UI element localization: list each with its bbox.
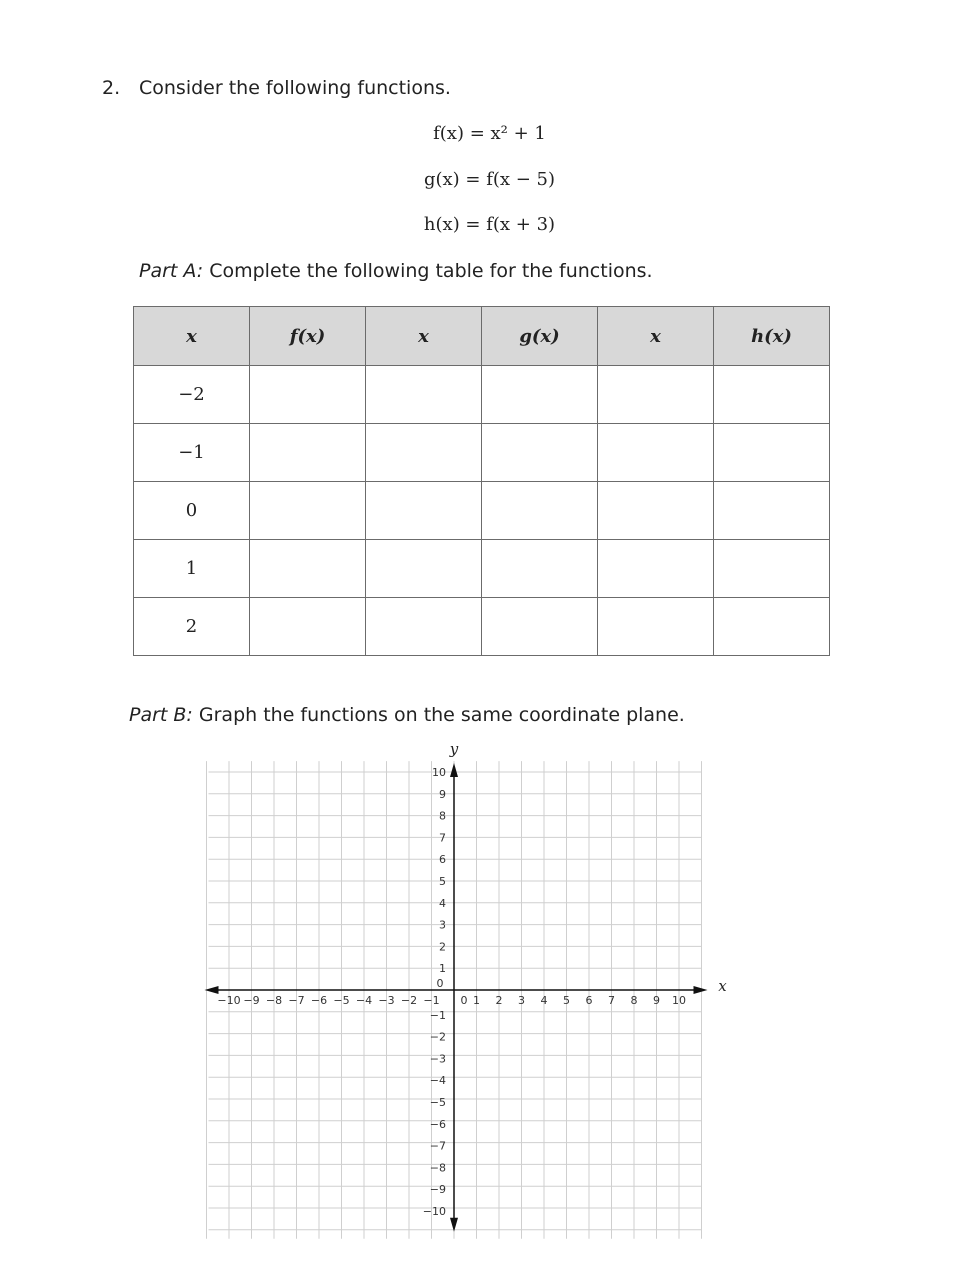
y-tick-label: 8 (439, 809, 446, 823)
header-x-g: x (366, 307, 482, 366)
x-tick-label: −4 (355, 994, 373, 1007)
y-tick-label: 7 (439, 831, 446, 845)
x-tick-label: 4 (540, 994, 548, 1007)
equation-h: h(x) = f(x + 3) (423, 214, 556, 235)
x-tick-label: 3 (518, 994, 525, 1007)
x-tick-label: −8 (265, 994, 283, 1007)
header-gx: g(x) (482, 307, 598, 366)
x-value-cell: 0 (134, 482, 250, 540)
x-tick-label: 7 (608, 994, 615, 1007)
question-prompt: Consider the following functions. (139, 77, 451, 99)
x-tick-label: 6 (585, 994, 593, 1007)
y-tick-label: −6 (429, 1117, 446, 1131)
y-tick-label: 6 (439, 853, 446, 867)
x-value-cell: 1 (134, 540, 250, 598)
x-tick-label: −6 (310, 994, 328, 1007)
y-tick-label: −9 (429, 1183, 446, 1197)
question-number: 2. (102, 77, 121, 99)
x-tick-label: −2 (400, 994, 418, 1007)
x-tick-label: 8 (630, 994, 638, 1007)
y-tick-label: −3 (429, 1052, 446, 1066)
x-value-cell: −1 (134, 424, 250, 482)
x-tick-label: −3 (378, 994, 395, 1007)
x-tick-label: −9 (243, 994, 260, 1007)
y-tick-label: −1 (429, 1008, 446, 1022)
y-axis-label: y (449, 740, 459, 758)
x-axis-right-arrow (694, 986, 708, 994)
header-fx: f(x) (250, 307, 366, 366)
y-tick-label: −8 (429, 1161, 446, 1175)
x-value-cell: −2 (134, 366, 250, 424)
equation-f: f(x) = x² + 1 (433, 123, 546, 144)
y-tick-label: 3 (439, 918, 446, 932)
x-tick-label: −7 (288, 994, 305, 1007)
header-hx: h(x) (714, 307, 830, 366)
y-tick-label: −7 (429, 1139, 446, 1153)
x-tick-label: 9 (653, 994, 660, 1007)
x-axis-label: x (718, 977, 727, 995)
part-a-label: Part A: (139, 260, 204, 282)
header-x-f: x (134, 307, 250, 366)
equation-g: g(x) = f(x − 5) (423, 169, 556, 190)
y-tick-label: −2 (429, 1030, 446, 1044)
y-tick-label: −5 (429, 1096, 446, 1109)
y-tick-label: 0 (436, 977, 444, 990)
y-tick-label: 2 (439, 940, 446, 954)
y-tick-label: 10 (432, 766, 446, 779)
x-tick-label: −1 (423, 994, 440, 1007)
x-tick-label: 5 (563, 994, 570, 1007)
y-tick-label: 1 (439, 962, 446, 976)
y-tick-label: 4 (439, 896, 446, 910)
x-tick-label: 1 (473, 994, 480, 1007)
x-tick-label: −5 (333, 994, 350, 1007)
part-b-label: Part B: (129, 704, 193, 726)
y-tick-label: −10 (422, 1205, 446, 1218)
y-axis-top-arrow (450, 763, 458, 777)
y-tick-label: −4 (429, 1074, 446, 1088)
y-tick-label: 9 (439, 787, 446, 801)
y-tick-label: 5 (439, 875, 446, 888)
part-b-text: Graph the functions on the same coordinate plane. (198, 704, 685, 726)
x-tick-label: 10 (672, 994, 686, 1007)
part-a-text: Complete the following table for the functions. (209, 260, 653, 282)
x-tick-label: −10 (217, 994, 241, 1007)
header-x-h: x (598, 307, 714, 366)
x-tick-label: 0 (460, 994, 468, 1007)
x-value-cell: 2 (134, 598, 250, 656)
x-tick-label: 2 (495, 994, 503, 1007)
